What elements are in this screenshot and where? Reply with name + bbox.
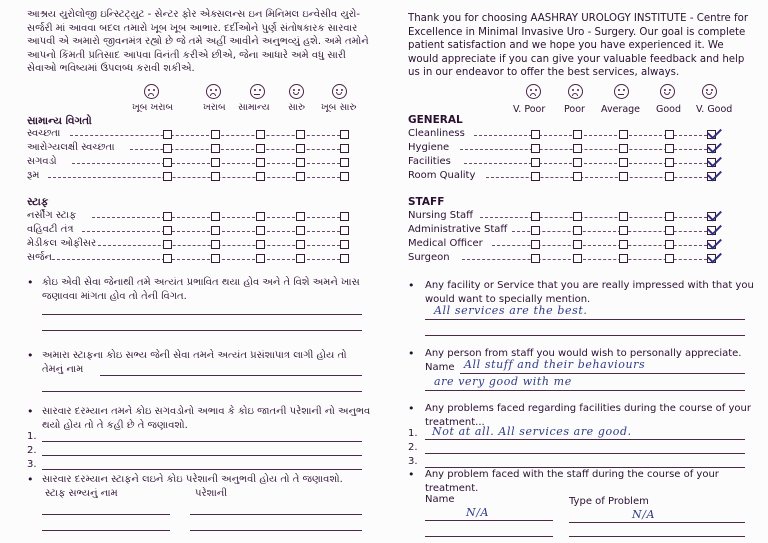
rating-checkbox[interactable] bbox=[531, 130, 540, 139]
rating-checkbox[interactable] bbox=[531, 158, 540, 167]
question-4-gu: સારવાર દરમ્યાન સ્ટાફને લઇને કોઇ પરેશાની અનુભવી હોય તો તે જણાવશો. bbox=[42, 474, 343, 485]
general-section-title: GENERAL bbox=[408, 114, 463, 126]
rating-label-very-poor: V. Poor bbox=[513, 104, 546, 115]
handwritten-answer-2a: All stuff and their behaviours bbox=[464, 358, 646, 371]
rating-checkbox[interactable] bbox=[211, 212, 220, 221]
rating-checkbox[interactable] bbox=[619, 240, 628, 249]
row-leader-line bbox=[130, 149, 340, 150]
rating-checkbox[interactable] bbox=[296, 130, 305, 139]
row-leader-line bbox=[512, 231, 707, 232]
rating-checkbox[interactable] bbox=[256, 212, 265, 221]
rating-label-good: સારુ bbox=[288, 102, 305, 113]
rating-checkbox[interactable] bbox=[531, 254, 540, 263]
rating-checkbox[interactable] bbox=[573, 172, 582, 181]
answer-line[interactable] bbox=[425, 536, 553, 537]
bullet-icon: • bbox=[27, 349, 34, 362]
question-2: Any person from staff you would wish to personally appreciate. bbox=[425, 348, 742, 359]
row-label-nursing-staff: Nursing Staff bbox=[408, 210, 474, 221]
answer-line[interactable] bbox=[42, 469, 362, 470]
rating-checkbox[interactable] bbox=[340, 212, 349, 221]
rating-checkbox[interactable] bbox=[296, 240, 305, 249]
rating-checkbox[interactable] bbox=[256, 158, 265, 167]
item-number: 1. bbox=[27, 431, 37, 442]
question-3: Any problems faced regarding facilities during the course of your treatment... bbox=[425, 403, 751, 428]
row-label-cleanliness-gu: સ્વચ્છતા bbox=[27, 128, 61, 139]
answer-line[interactable] bbox=[425, 439, 745, 440]
right-page-english bbox=[384, 0, 768, 543]
rating-checkbox[interactable] bbox=[619, 172, 628, 181]
item-number: 2. bbox=[408, 442, 418, 453]
rating-checkbox[interactable] bbox=[163, 226, 172, 235]
intro-text-gu: આશ્રય યુરોલોજી ઇન્સ્ટિટ્યુટ - સેન્ટર ફોર એક્સલન્સ ઇન મિનિમલ ઇન્વેસીવ યુરો-સર્જરી માં આવવા બદલ તમારો ખૂબ ખૂબ આભાર. દર્દીઓને પુર્ણ સંતોષકારક સારવાર આપવી એ અમારો જીવનમંત્ર રહ્યો છે જે તમે અહીં આવીને અનુભવ્યું હશે. અમે તમોને આપનો કિંમતી પ્રતિસાદ આપવા વિનંતી કરીએ છીએ, જેના આધારે અમે વધુ સારી સેવાઓ ભવિષ્યમાં ઉપલબ્ધ કરાવી શકીએ. bbox=[27, 9, 369, 74]
bullet-icon: • bbox=[408, 468, 415, 481]
rating-checkbox[interactable] bbox=[211, 172, 220, 181]
answer-line[interactable] bbox=[42, 530, 170, 531]
rating-checkbox[interactable] bbox=[665, 130, 674, 139]
rating-label-average: Average bbox=[601, 104, 641, 115]
q2-name-label: Name bbox=[425, 362, 455, 373]
bullet-icon: • bbox=[27, 473, 34, 486]
rating-checkbox[interactable] bbox=[296, 254, 305, 263]
rating-checkbox[interactable] bbox=[211, 226, 220, 235]
staff-section-title: STAFF bbox=[408, 196, 445, 208]
answer-line[interactable] bbox=[425, 319, 745, 320]
question-3-gu: સારવાર દરમ્યાન તમને કોઇ સગવડોનો અભાવ કે કોઇ જાતની પરેશાની નો અનુભવ થયો હોય તો તે કહી છે તે જણાવશો. bbox=[42, 406, 371, 431]
rating-checkbox[interactable] bbox=[296, 226, 305, 235]
intro-text-en: Thank you for choosing AASHRAY UROLOGY INSTITUTE - Centre for Excellence in Minimal Invasive Uro - Surgery. Our goal is complete patient satisfaction and we hope you have experienced it. We would appreciate if you can give your valuable feedback and help us in our endeavor to offer the best services, always. bbox=[408, 13, 749, 78]
rating-checkbox[interactable] bbox=[163, 158, 172, 167]
row-leader-line bbox=[492, 245, 707, 246]
rating-checkbox[interactable] bbox=[573, 226, 582, 235]
question-1-gu: કોઇ એવી સેવા જેનાથી તમે અત્યંત પ્રભાવિત થયા હોવ અને તે વિશે અમને ખાસ જણાવવા માંગતા હોવ તો તેની વિગત. bbox=[42, 277, 360, 302]
answer-line[interactable] bbox=[425, 520, 553, 521]
row-label-hygiene: Hygiene bbox=[408, 142, 450, 153]
very-good-face-icon bbox=[702, 84, 717, 99]
general-section-title-gu: સામાન્ય વિગતો bbox=[27, 115, 92, 127]
question-4: Any problem faced with the staff during the course of your treatment. bbox=[425, 469, 719, 494]
rating-checkbox[interactable] bbox=[340, 130, 349, 139]
handwritten-name-answer: N/A bbox=[466, 506, 490, 519]
rating-label-very-good: V. Good bbox=[696, 104, 733, 115]
rating-checkbox[interactable] bbox=[296, 172, 305, 181]
row-label-hygiene-gu: આરોગ્યલક્ષી સ્વચ્છતા bbox=[27, 142, 115, 153]
rating-checkbox[interactable] bbox=[256, 226, 265, 235]
row-label-administrative-staff: Administrative Staff bbox=[408, 224, 508, 235]
rating-checkbox[interactable] bbox=[163, 130, 172, 139]
rating-checkbox[interactable] bbox=[340, 226, 349, 235]
item-number: 1. bbox=[408, 428, 418, 439]
staff-section-title-gu: સ્ટાફ bbox=[27, 196, 49, 208]
rating-label-very-good: ખૂબ સારુ bbox=[321, 102, 357, 113]
answer-line[interactable] bbox=[569, 536, 745, 537]
answer-line[interactable] bbox=[425, 335, 745, 336]
rating-checkbox[interactable] bbox=[296, 144, 305, 153]
rating-checkbox[interactable] bbox=[340, 144, 349, 153]
answer-line[interactable] bbox=[42, 330, 362, 331]
rating-checkbox[interactable] bbox=[211, 158, 220, 167]
rating-checkbox[interactable] bbox=[340, 254, 349, 263]
handwritten-type-answer: N/A bbox=[632, 508, 656, 521]
bullet-icon: • bbox=[27, 276, 34, 289]
answer-line[interactable] bbox=[425, 390, 745, 391]
rating-checkbox[interactable] bbox=[256, 130, 265, 139]
answer-line[interactable] bbox=[100, 375, 362, 376]
question-2-name-gu: તેમનું નામ bbox=[42, 364, 84, 375]
rating-checkbox[interactable] bbox=[211, 254, 220, 263]
q4-type-label: Type of Problem bbox=[569, 496, 649, 507]
rating-checkbox[interactable] bbox=[531, 226, 540, 235]
row-label-facilities: Facilities bbox=[408, 156, 451, 167]
rating-checkbox[interactable] bbox=[531, 240, 540, 249]
row-label-surgeon-gu: સર્જન bbox=[27, 252, 53, 263]
row-label-room-gu: રૂમ bbox=[27, 170, 40, 181]
very-poor-face-icon bbox=[526, 84, 541, 99]
rating-checkbox[interactable] bbox=[340, 172, 349, 181]
rating-checkbox[interactable] bbox=[211, 144, 220, 153]
rating-checkbox[interactable] bbox=[665, 144, 674, 153]
rating-label-good: Good bbox=[656, 104, 682, 115]
row-label-facilities-gu: સગવડો bbox=[27, 156, 57, 167]
poor-face-icon bbox=[206, 84, 221, 99]
rating-checkbox[interactable] bbox=[573, 144, 582, 153]
answer-line[interactable] bbox=[425, 453, 745, 454]
rating-checkbox[interactable] bbox=[531, 172, 540, 181]
rating-checkbox[interactable] bbox=[573, 240, 582, 249]
bullet-icon: • bbox=[408, 402, 415, 415]
poor-face-icon bbox=[568, 84, 583, 99]
rating-checkbox[interactable] bbox=[619, 226, 628, 235]
row-label-nursing-gu: નર્સીંગ સ્ટાફ bbox=[27, 210, 77, 221]
rating-checkbox[interactable] bbox=[296, 212, 305, 221]
rating-checkbox[interactable] bbox=[573, 212, 582, 221]
rating-checkbox[interactable] bbox=[665, 226, 674, 235]
bullet-icon: • bbox=[27, 405, 34, 418]
row-label-room-quality: Room Quality bbox=[408, 170, 476, 181]
q4-name-label: Name bbox=[425, 494, 455, 505]
answer-line[interactable] bbox=[569, 522, 745, 523]
rating-checkbox[interactable] bbox=[163, 144, 172, 153]
answer-line[interactable] bbox=[190, 514, 362, 515]
very-good-face-icon bbox=[332, 84, 347, 99]
rating-checkbox[interactable] bbox=[573, 130, 582, 139]
answer-line[interactable] bbox=[460, 373, 745, 374]
rating-checkbox[interactable] bbox=[163, 240, 172, 249]
rating-checkbox[interactable] bbox=[665, 172, 674, 181]
rating-checkbox[interactable] bbox=[256, 144, 265, 153]
handwritten-answer-3: Not at all. All services are good. bbox=[432, 425, 632, 438]
rating-checkbox[interactable] bbox=[665, 240, 674, 249]
answer-line[interactable] bbox=[42, 314, 362, 315]
rating-checkbox[interactable] bbox=[531, 212, 540, 221]
item-number: 2. bbox=[27, 445, 37, 456]
bullet-icon: • bbox=[408, 347, 415, 360]
rating-checkbox[interactable] bbox=[163, 254, 172, 263]
rating-label-average: સામાન્ય bbox=[238, 102, 270, 113]
rating-checkbox[interactable] bbox=[619, 254, 628, 263]
rating-checkbox[interactable] bbox=[256, 172, 265, 181]
answer-line[interactable] bbox=[42, 455, 362, 456]
handwritten-answer-2b: are very good with me bbox=[434, 375, 572, 388]
rating-checkbox[interactable] bbox=[340, 240, 349, 249]
rating-checkbox[interactable] bbox=[531, 144, 540, 153]
rating-label-very-poor: ખૂબ ખરાબ bbox=[132, 102, 174, 113]
rating-label-poor: Poor bbox=[564, 104, 585, 115]
rating-checkbox[interactable] bbox=[163, 172, 172, 181]
bullet-icon: • bbox=[408, 279, 415, 292]
rating-checkbox[interactable] bbox=[665, 212, 674, 221]
staff-name-label-gu: સ્ટાફ સભ્યનું નામ bbox=[45, 488, 118, 499]
question-1: Any facility or Service that you are really impressed with that you would want to specially mention. bbox=[425, 280, 754, 305]
rating-checkbox[interactable] bbox=[665, 254, 674, 263]
average-face-icon bbox=[614, 84, 629, 99]
rating-checkbox[interactable] bbox=[296, 158, 305, 167]
answer-line[interactable] bbox=[42, 514, 170, 515]
rating-checkbox[interactable] bbox=[340, 158, 349, 167]
rating-checkbox[interactable] bbox=[573, 158, 582, 167]
row-label-admin-gu: વહિવટી તંત્ર bbox=[27, 224, 74, 235]
answer-line[interactable] bbox=[42, 391, 362, 392]
good-face-icon bbox=[289, 84, 304, 99]
rating-checkbox[interactable] bbox=[211, 240, 220, 249]
question-2-gu: અમારા સ્ટાફના કોઇ સભ્ય જેની સેવા તમને અત્યંત પ્રસંશાપાત્ર લાગી હોય તો bbox=[42, 350, 347, 361]
rating-checkbox[interactable] bbox=[665, 158, 674, 167]
row-label-surgeon: Surgeon bbox=[408, 252, 450, 263]
very-poor-face-icon bbox=[144, 84, 159, 99]
problem-label-gu: પરેશાની bbox=[195, 488, 228, 499]
answer-line[interactable] bbox=[42, 441, 362, 442]
rating-checkbox[interactable] bbox=[256, 240, 265, 249]
rating-checkbox[interactable] bbox=[619, 158, 628, 167]
row-label-cleanliness: Cleanliness bbox=[408, 128, 465, 139]
rating-checkbox[interactable] bbox=[619, 144, 628, 153]
answer-line[interactable] bbox=[190, 530, 362, 531]
rating-checkbox[interactable] bbox=[619, 212, 628, 221]
good-face-icon bbox=[660, 84, 675, 99]
average-face-icon bbox=[250, 84, 265, 99]
rating-checkbox[interactable] bbox=[573, 254, 582, 263]
handwritten-answer-1: All services are the best. bbox=[434, 304, 588, 317]
rating-checkbox[interactable] bbox=[211, 130, 220, 139]
rating-label-poor: ખરાબ bbox=[203, 102, 226, 113]
row-label-medical-gu: મેડીકલ ઓફીસર bbox=[27, 238, 97, 249]
row-label-medical-officer: Medical Officer bbox=[408, 238, 483, 249]
item-number: 3. bbox=[27, 459, 37, 470]
rating-checkbox[interactable] bbox=[619, 130, 628, 139]
rating-checkbox[interactable] bbox=[256, 254, 265, 263]
rating-checkbox[interactable] bbox=[163, 212, 172, 221]
item-number: 3. bbox=[408, 456, 418, 467]
